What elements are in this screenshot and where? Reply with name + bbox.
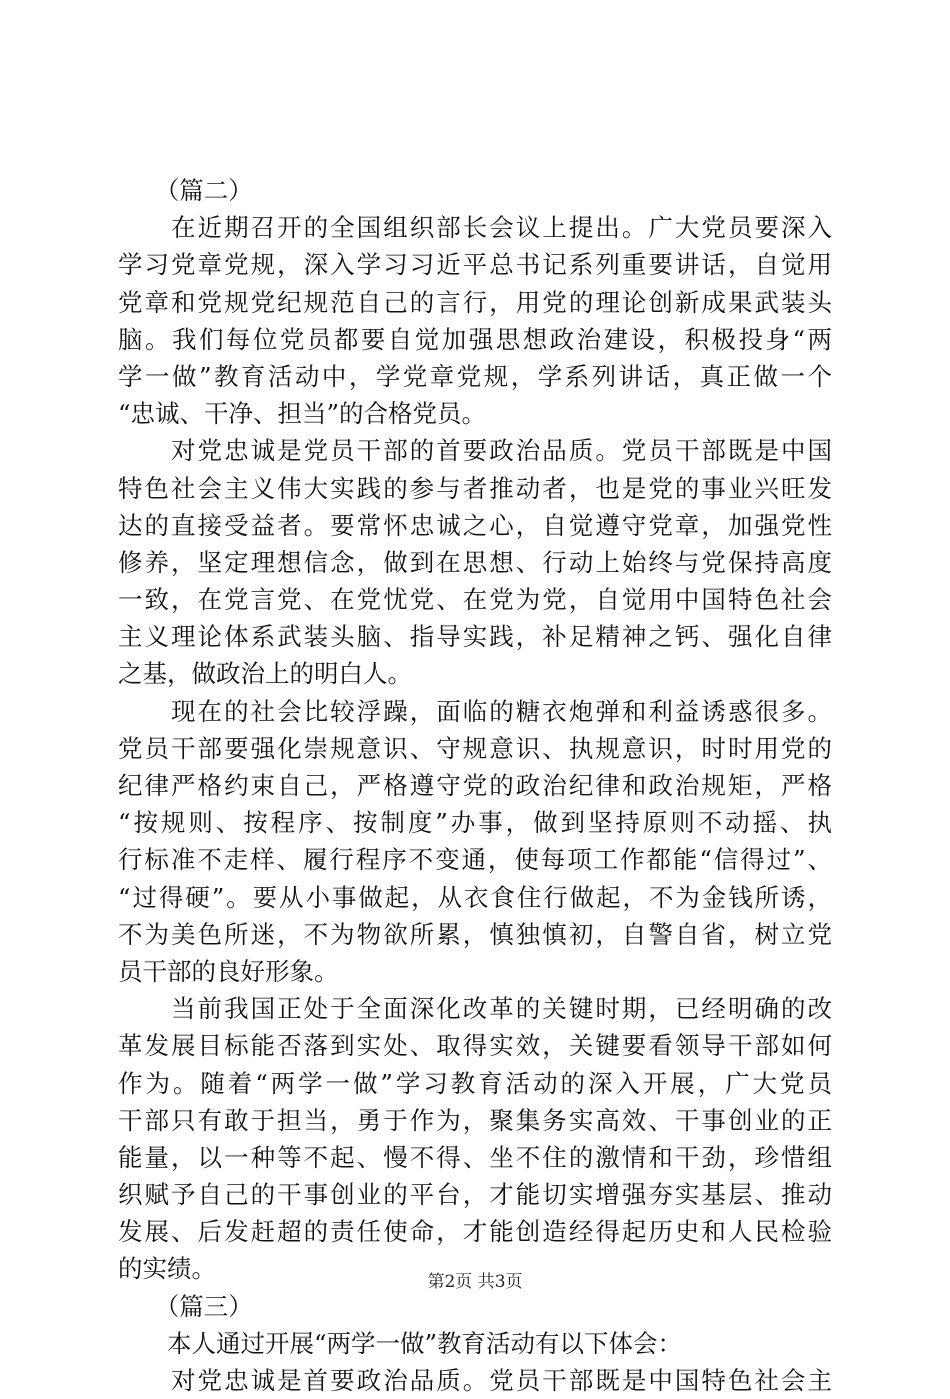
text-line: 革发展目标能否落到实处、取得实效，关键要看领导干部如何 (118, 1031, 832, 1061)
text-line: 主义理论体系武装头脑、指导实践，补足精神之钙、强化自律 (118, 622, 832, 652)
text-line: “过得硬”。要从小事做起，从衣食住行做起，不为金钱所诱， (118, 882, 832, 912)
text-line: 当前我国正处于全面深化改革的关键时期，已经明确的改 (118, 994, 832, 1024)
document-body (118, 172, 832, 1399)
page-footer: 第2页 共3页 (427, 1272, 523, 1292)
text-line: 一致，在党言党、在党忧党、在党为党，自觉用中国特色社会 (118, 585, 832, 615)
text-line: 对党忠诚是党员干部的首要政治品质。党员干部既是中国 (118, 436, 832, 466)
text-line: 的实绩。 (118, 1254, 216, 1284)
text-line: 学习党章党规，深入学习习近平总书记系列重要讲话，自觉用 (118, 250, 832, 280)
text-line: 本人通过开展“两学一做”教育活动有以下体会： (118, 1328, 683, 1358)
text-line: 员干部的良好形象。 (118, 956, 339, 986)
text-line: 对党忠诚是首要政治品质。党员干部既是中国特色社会主 (118, 1366, 832, 1395)
text-line: “按规则、按程序、按制度”办事，做到坚持原则不动摇、执 (118, 808, 832, 838)
text-line: 党员干部要强化崇规意识、守规意识、执规意识，时时用党的 (118, 733, 832, 763)
text-line: 之基，做政治上的明白人。 (118, 659, 412, 689)
text-line: 能量，以一种等不起、慢不得、坐不住的激情和干劲，珍惜组 (118, 1142, 832, 1172)
text-line: 织赋予自己的干事创业的平台，才能切实增强夯实基层、推动 (118, 1180, 832, 1210)
text-line: 修养，坚定理想信念，做到在思想、行动上始终与党保持高度 (118, 547, 832, 577)
text-line: 行标准不走样、履行程序不变通，使每项工作都能“信得过”、 (118, 845, 832, 875)
text-line: 达的直接受益者。要常怀忠诚之心，自觉遵守党章，加强党性 (118, 510, 832, 540)
text-line: 特色社会主义伟大实践的参与者推动者，也是党的事业兴旺发 (118, 473, 832, 503)
text-line: 学一做”教育活动中，学党章党规，学系列讲话，真正做一个 (118, 361, 832, 391)
text-line: 发展、后发赶超的责任使命，才能创造经得起历史和人民检验 (118, 1217, 832, 1247)
text-line: 作为。随着“两学一做”学习教育活动的深入开展，广大党员 (118, 1068, 832, 1098)
text-line: （篇三） (118, 1291, 253, 1321)
text-line: 脑。我们每位党员都要自觉加强思想政治建设，积极投身“两 (118, 324, 832, 354)
text-line: 现在的社会比较浮躁，面临的糖衣炮弹和利益诱惑很多。 (118, 696, 832, 726)
text-line: 党章和党规党纪规范自己的言行，用党的理论创新成果武装头 (118, 287, 832, 317)
text-line: 纪律严格约束自己，严格遵守党的政治纪律和政治规矩，严格 (118, 771, 832, 800)
text-line: “忠诚、干净、担当”的合格党员。 (118, 399, 487, 429)
text-line: （篇二） (118, 176, 253, 205)
text-line: 在近期召开的全国组织部长会议上提出。广大党员要深入 (118, 213, 832, 243)
text-line: 不为美色所迷，不为物欲所累，慎独慎初，自警自省，树立党 (118, 919, 832, 949)
text-line: 干部只有敢于担当，勇于作为，聚集务实高效、干事创业的正 (118, 1105, 832, 1135)
